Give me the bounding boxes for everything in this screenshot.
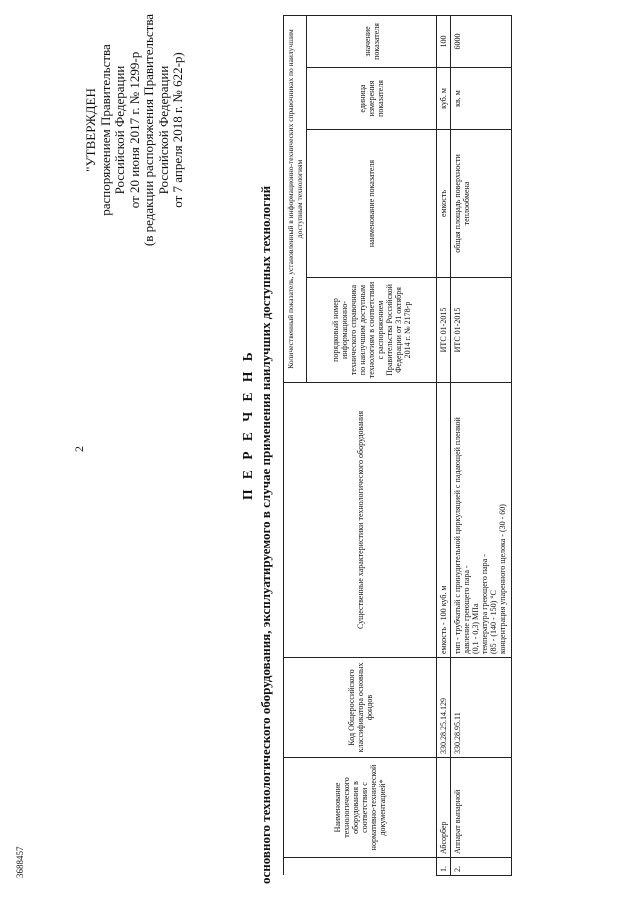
document-title: П Е Р Е Ч Е Н Ь	[240, 348, 255, 500]
header-its-number: порядковый номер информационно-технического справочника по наилучшим доступным технологиям в соответствии с распоряжением Правительства Российской Федерации от 31 октября 2014 г. № 2178-р	[307, 278, 437, 383]
row-number: 1.	[437, 858, 451, 876]
header-indicator-name: наименование показателя	[307, 130, 437, 278]
approval-line: от 7 апреля 2018 г. № 622-р)	[170, 52, 185, 208]
header-unit: единица измерения показателя	[307, 68, 437, 130]
equipment-table-wrapper	[283, 16, 508, 876]
equipment-code: 330.28.25.14.129	[437, 658, 451, 758]
its-reference: ИТС 01-2015	[437, 278, 451, 383]
equipment-characteristics: тип - трубчатый с принудительной циркуляцией с падающей пленкой давление греющего пара - (0,1 - 0,3) МПа температура греющего пара - (85 - (140 - 150) °С концентрация упаренного щелока - (30 - 60)	[451, 383, 512, 658]
equipment-characteristics: емкость - 100 куб. м	[437, 383, 451, 658]
header-value: значение показателя	[307, 15, 437, 67]
document-id: 3688457	[15, 846, 25, 878]
equipment-name: Абсорбер	[437, 758, 451, 858]
header-characteristics: Существенные характеристики технологического оборудования	[284, 383, 437, 658]
header-quantitative-group: Количественный показатель, установленный в информационно-технических справочниках по наилучшим доступным технологиям	[284, 15, 307, 382]
header-code: Код Общероссийского классификатора основных фондов	[284, 658, 437, 758]
approval-line: "УТВЕРЖДЕН	[83, 88, 98, 172]
indicator-unit: куб. м	[437, 68, 451, 130]
approval-block	[84, 2, 186, 258]
equipment-code: 330.28.95.11	[451, 658, 512, 758]
indicator-unit: кв. м	[451, 68, 512, 130]
its-reference: ИТС 01-2015	[451, 278, 512, 383]
equipment-table	[283, 15, 512, 876]
header-num	[284, 858, 437, 876]
approval-line: Российской Федерации	[155, 65, 171, 195]
header-name: Наименование технологического оборудования в соответствии с нормативно-технической документацией*	[284, 758, 437, 858]
approval-line: распоряжением Правительства	[97, 44, 113, 216]
approval-line: (в редакции распоряжения Правительства	[141, 13, 156, 247]
row-number: 2.	[451, 858, 512, 876]
approval-line: от 20 июня 2017 г. № 1299-р	[126, 51, 142, 209]
indicator-name: общая площадь поверхности теплообмена	[451, 130, 512, 278]
approval-line: Российской Федерации	[112, 65, 127, 195]
page-number: 2	[72, 446, 86, 452]
indicator-value: 6000	[451, 15, 512, 67]
table-row	[451, 15, 512, 875]
indicator-name: емкость	[437, 130, 451, 278]
document-subtitle: основного технологического оборудования, эксплуатируемого в случае применения наилучших доступных технологий	[258, 185, 273, 884]
table-row	[437, 15, 451, 875]
equipment-name: Аппарат выпарной	[451, 758, 512, 858]
indicator-value: 100	[437, 15, 451, 67]
